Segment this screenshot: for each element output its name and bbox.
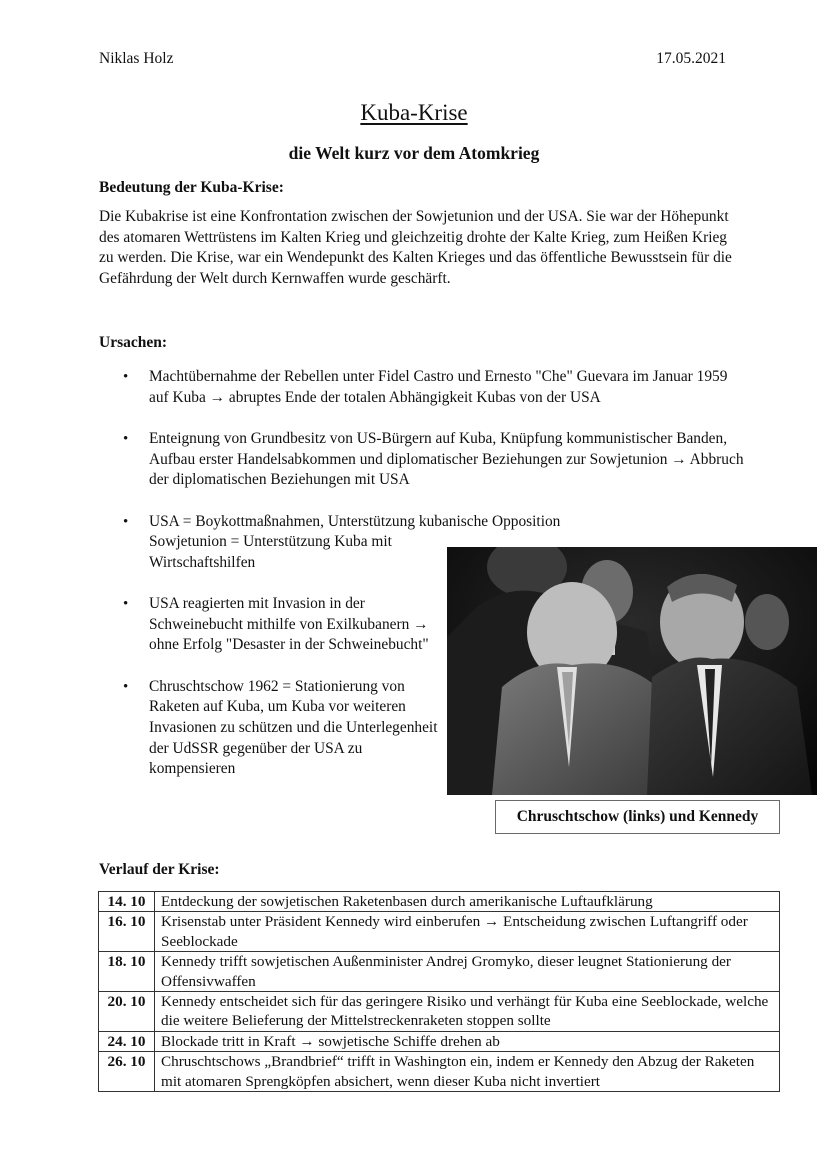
- document-date: 17.05.2021: [656, 50, 726, 67]
- table-cell-event: Entdeckung der sowjetischen Raketenbasen durch amerikanische Luftaufklärung: [155, 892, 780, 912]
- bullet-icon: •: [123, 430, 129, 447]
- table-cell-date: 16. 10: [99, 912, 155, 952]
- timeline-table: [98, 891, 780, 1092]
- table-row: [99, 1052, 780, 1092]
- list-item-text: Chruschtschow 1962 = Stationierung von Raketen auf Kuba, um Kuba vor weiteren Invasionen zu schützen und die Unterlegenheit der UdSSR gegenüber der USA zu kompensieren: [149, 677, 438, 778]
- table-cell-event: Krisenstab unter Präsident Kennedy wird einberufen → Entscheidung zwischen Luftangriff oder Seeblockade: [155, 912, 780, 952]
- section-heading-verlauf: Verlauf der Krise:: [99, 861, 220, 878]
- table-cell-event: Chruschtschows „Brandbrief“ trifft in Washington ein, indem er Kennedy den Abzug der Raketen mit atomaren Sprengköpfen absichert, wenn dieser Kuba nicht invertiert: [155, 1052, 780, 1092]
- photo-caption: Chruschtschow (links) und Kennedy: [495, 800, 780, 834]
- section-heading-bedeutung: Bedeutung der Kuba-Krise:: [99, 179, 284, 196]
- list-item-text: Enteignung von Grundbesitz von US-Bürgern auf Kuba, Knüpfung kommunistischer Banden, Aufbau erster Handelsabkommen und diplomatischer Beziehungen zur Sowjetunion → Abbruch der diplomatischen Beziehungen mit USA: [149, 429, 744, 489]
- table-cell-event: Kennedy trifft sowjetischen Außenminister Andrej Gromyko, dieser leugnet Stationierung der Offensivwaffen: [155, 952, 780, 992]
- list-item: [99, 677, 449, 780]
- table-row: [99, 892, 780, 912]
- list-item-text: Machtübernahme der Rebellen unter Fidel Castro und Ernesto "Che" Guevara im Januar 1959 auf Kuba → abruptes Ende der totalen Abhängigkeit Kubas von der USA: [149, 368, 728, 406]
- table-cell-date: 14. 10: [99, 892, 155, 912]
- table-row: [99, 912, 780, 952]
- bullet-icon: •: [123, 513, 129, 530]
- table-cell-date: 26. 10: [99, 1052, 155, 1092]
- page-subtitle: die Welt kurz vor dem Atomkrieg: [288, 143, 540, 163]
- list-item: [99, 594, 449, 656]
- table-cell-date: 18. 10: [99, 952, 155, 992]
- table-row: [99, 1031, 780, 1051]
- bullet-icon: •: [123, 596, 129, 613]
- page-title: Kuba-Krise: [360, 100, 468, 125]
- table-cell-event: Kennedy entscheidet sich für das geringere Risiko und verhängt für Kuba eine Seeblockade, welche die weitere Belieferung der Mittelstreckenraketen stoppen sollte: [155, 992, 780, 1032]
- bullet-icon: •: [123, 369, 129, 385]
- section-heading-ursachen: Ursachen:: [99, 334, 168, 351]
- list-item: [99, 367, 749, 408]
- list-item-text: Sowjetunion = Unterstützung Kuba mit Wirtschaftshilfen: [149, 533, 392, 571]
- list-item: [99, 512, 561, 574]
- photo-khrushchev-kennedy: [447, 547, 817, 795]
- table-row: [99, 952, 780, 992]
- intro-paragraph: Die Kubakrise ist eine Konfrontation zwischen der Sowjetunion und der USA. Sie war der Höhepunkt des atomaren Wettrüstens im Kalten Krieg und gleichzeitig drohte der Kalte Krieg, zum Heißen Krieg zu werden. Die Krise, war ein Wendepunkt des Kalten Krieges und das öffentliche Bewusstsein für die Gefährdung der Welt durch Kernwaffen wurde geschärft.: [99, 208, 732, 287]
- table-cell-date: 20. 10: [99, 992, 155, 1032]
- list-item-text: USA = Boykottmaßnahmen, Unterstützung kubanische Opposition: [149, 512, 561, 530]
- photo-illustration: [447, 547, 817, 795]
- list-item: [99, 429, 749, 491]
- table-cell-event: Blockade tritt in Kraft → sowjetische Schiffe drehen ab: [155, 1031, 780, 1051]
- table-row: [99, 992, 780, 1032]
- bullet-icon: •: [123, 678, 129, 695]
- list-item-text: USA reagierten mit Invasion in der Schweinebucht mithilfe von Exilkubanern → ohne Erfolg "Desaster in der Schweinebucht": [149, 595, 429, 654]
- table-cell-date: 24. 10: [99, 1031, 155, 1051]
- author-name: Niklas Holz: [99, 50, 174, 67]
